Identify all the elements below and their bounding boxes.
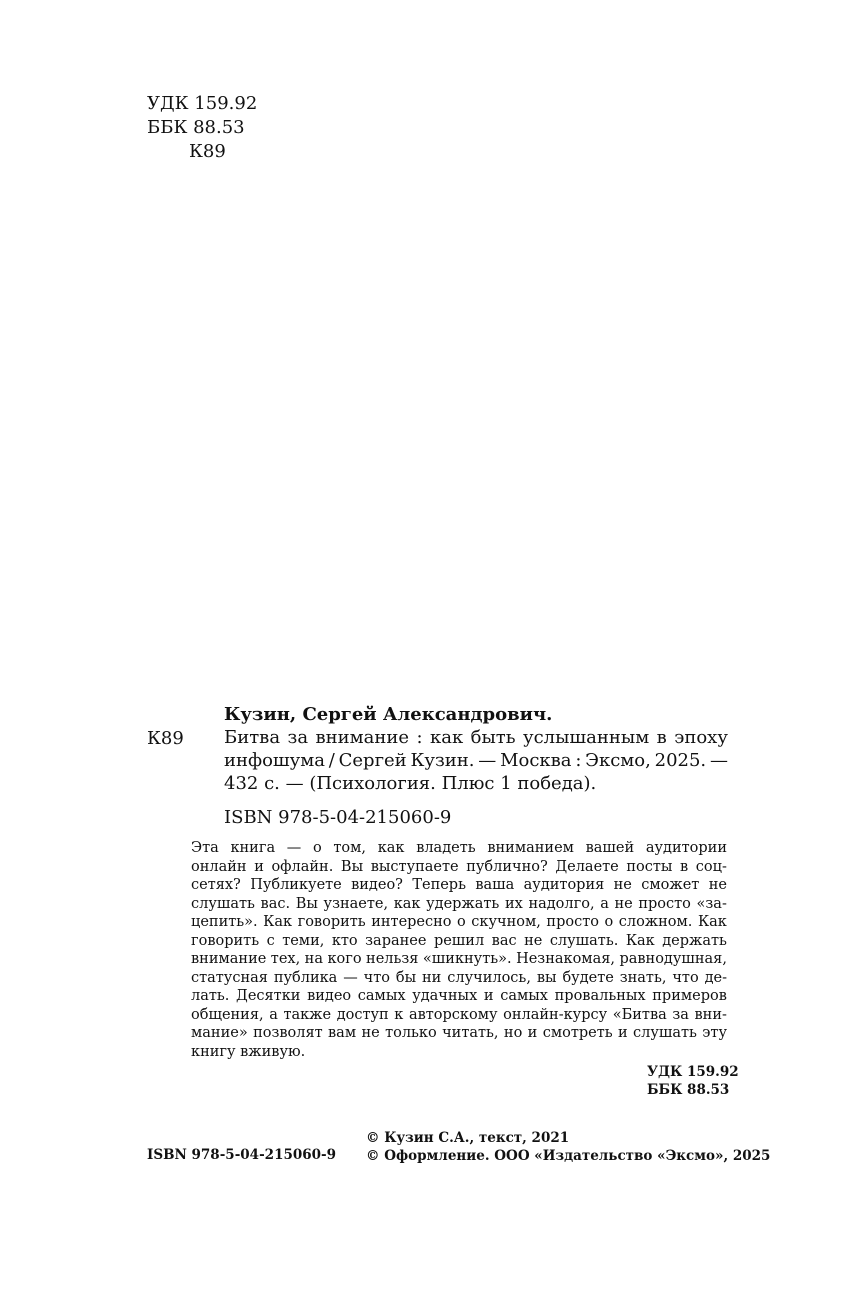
word: внимание	[315, 727, 410, 748]
word: эпоху	[674, 727, 728, 748]
word: вас	[491, 932, 517, 949]
word: скучном,	[471, 914, 541, 930]
bbk-code-top: ББК 88.53	[147, 117, 245, 138]
word: на	[304, 951, 323, 967]
word: надолго,	[528, 895, 595, 912]
copyright-text: © Кузин С.А., текст, 2021	[366, 1130, 570, 1146]
word: эту	[702, 1025, 727, 1041]
word: /	[328, 750, 335, 771]
annotation-line	[191, 858, 727, 877]
word: будете	[562, 969, 614, 986]
word: о	[457, 914, 466, 930]
word: Публикуете	[250, 877, 342, 893]
word: самых	[357, 988, 406, 1004]
word: вашей	[585, 840, 635, 856]
word: как	[393, 895, 421, 912]
word: слушать	[633, 1025, 697, 1041]
word: слушать	[191, 895, 255, 912]
word: вас.	[260, 895, 291, 912]
word: но	[503, 1025, 523, 1041]
word: ваша	[475, 877, 515, 893]
description-line	[224, 772, 728, 795]
word: что	[672, 969, 699, 986]
word: книга	[230, 840, 276, 856]
word: в	[680, 858, 689, 875]
word: провальных	[554, 988, 646, 1004]
bbk-code-bottom: ББК 88.53	[647, 1082, 730, 1098]
word: аудитории	[645, 840, 727, 856]
word: а	[600, 895, 609, 912]
word: не	[361, 1025, 380, 1041]
word: видео	[307, 988, 352, 1004]
word: читать,	[442, 1025, 499, 1041]
word: удачных	[412, 988, 478, 1004]
word: не	[614, 895, 633, 912]
annotation-line	[191, 839, 727, 858]
word: только	[385, 1025, 437, 1041]
word: видео?	[351, 877, 403, 893]
annotation-line	[191, 969, 727, 988]
word: не	[613, 877, 632, 893]
word: Теперь	[412, 877, 466, 893]
word: Как	[263, 914, 293, 930]
word: «Битва	[612, 1006, 667, 1023]
word: —	[343, 969, 358, 986]
word: быть	[470, 727, 516, 748]
word: :	[575, 750, 582, 771]
word: не	[708, 877, 727, 893]
word: вам	[328, 1025, 357, 1041]
word: самых	[500, 988, 548, 1004]
word: статусная	[191, 969, 268, 986]
word: —	[286, 840, 302, 856]
word: позволят	[253, 1025, 323, 1041]
word: вы	[536, 969, 557, 986]
word: примеров	[652, 988, 727, 1004]
word: просто	[546, 914, 599, 930]
word: офлайн.	[271, 858, 334, 875]
word: онлайн	[191, 858, 247, 875]
copyright-design: © Оформление. ООО «Издательство «Эксмо», 2025	[366, 1148, 771, 1164]
word: Как	[697, 914, 727, 930]
annotation-line	[191, 1024, 727, 1043]
word: Эксмо,	[585, 750, 651, 771]
word: общения,	[191, 1006, 264, 1023]
word: говорить	[191, 932, 260, 949]
description-line	[224, 749, 728, 772]
word: «за-	[696, 895, 727, 912]
word: и	[254, 858, 264, 875]
word: слушать.	[549, 932, 619, 949]
word: держать	[662, 932, 727, 949]
word: мание»	[191, 1025, 248, 1041]
word: лать.	[191, 988, 230, 1004]
word: соц-	[695, 858, 727, 875]
word: Москва	[500, 750, 572, 771]
word: Битва	[224, 727, 281, 748]
word: что	[363, 969, 390, 986]
udk-code-top: УДК 159.92	[147, 93, 258, 114]
annotation-line	[191, 1006, 727, 1025]
word: говорить	[297, 914, 366, 930]
word: Как	[625, 932, 655, 949]
word: и	[483, 988, 494, 1004]
word: Десятки	[236, 988, 301, 1004]
word: доступ	[336, 1006, 389, 1023]
word: онлайн-курсу	[503, 1006, 608, 1023]
word: их	[504, 895, 523, 912]
word: цепить».	[191, 914, 258, 930]
author-mark: К89	[147, 728, 184, 749]
word: выступаете	[370, 858, 459, 875]
word: «шикнуть».	[422, 951, 512, 967]
word: к	[394, 1006, 404, 1023]
word: с	[266, 932, 275, 949]
word: сможет	[641, 877, 700, 893]
isbn-footer: ISBN 978-5-04-215060-9	[147, 1147, 337, 1163]
word: решил	[433, 932, 485, 949]
word: смотреть	[542, 1025, 613, 1041]
word: также	[283, 1006, 332, 1023]
annotation	[191, 839, 727, 1061]
word: услышанным	[523, 727, 650, 748]
word: равнодушная,	[619, 951, 727, 967]
word: за	[672, 1006, 689, 1023]
word: 2025.	[654, 750, 707, 771]
word: Делаете	[555, 858, 619, 875]
word: за	[287, 727, 309, 748]
word: сложном.	[618, 914, 693, 930]
word: интересно	[371, 914, 452, 930]
word: ни	[422, 969, 442, 986]
word: Эта	[191, 840, 219, 856]
word: случилось,	[447, 969, 531, 986]
word: публично?	[466, 858, 548, 875]
word: в	[656, 727, 667, 748]
annotation-line	[191, 876, 727, 895]
word: Вы	[340, 858, 364, 875]
annotation-line	[191, 895, 727, 914]
word: —	[478, 750, 497, 771]
word: и	[527, 1025, 538, 1041]
word: а	[269, 1006, 278, 1023]
word: публика	[273, 969, 338, 986]
annotation-line	[191, 913, 727, 932]
word: аудитория	[523, 877, 605, 893]
word: нельзя	[366, 951, 419, 967]
word: 432 с. — (Психология. Плюс 1 победа).	[224, 773, 597, 794]
word: о	[604, 914, 614, 930]
word: —	[709, 750, 728, 771]
annotation-line	[191, 932, 727, 951]
author-mark-top: К89	[189, 141, 226, 162]
udk-code-bottom: УДК 159.92	[647, 1064, 739, 1080]
word: бы	[395, 969, 417, 986]
word: как	[377, 840, 405, 856]
word: книгу вживую.	[191, 1043, 306, 1060]
word: заранее	[365, 932, 427, 949]
word: тех,	[270, 951, 301, 967]
word: внимание	[191, 951, 267, 967]
word: вниманием	[487, 840, 574, 856]
word: Незнакомая,	[516, 951, 615, 967]
isbn-main: ISBN 978-5-04-215060-9	[224, 807, 452, 828]
description-line	[224, 726, 728, 749]
word: Кузин.	[410, 750, 475, 771]
word: теми,	[282, 932, 325, 949]
word: посты	[626, 858, 673, 875]
word: :	[416, 727, 423, 748]
word: кто	[331, 932, 358, 949]
word: владеть	[416, 840, 476, 856]
word: удержать	[426, 895, 500, 912]
annotation-line	[191, 987, 727, 1006]
word: инфошума	[224, 750, 325, 771]
word: сетях?	[191, 877, 241, 893]
word: кого	[327, 951, 362, 967]
annotation-line	[191, 950, 727, 969]
word: не	[524, 932, 543, 949]
word: и	[618, 1025, 628, 1041]
word: де-	[704, 969, 727, 986]
word: Вы	[295, 895, 318, 912]
word: вни-	[694, 1006, 727, 1023]
word: авторскому	[408, 1006, 498, 1023]
word: о	[312, 840, 322, 856]
bibliographic-description	[224, 726, 728, 795]
word: том,	[333, 840, 367, 856]
word: Сергей	[338, 750, 407, 771]
word: узнаете,	[323, 895, 389, 912]
author-heading: Кузин, Сергей Александрович.	[224, 704, 553, 725]
word: знать,	[619, 969, 667, 986]
annotation-line	[191, 1043, 727, 1062]
word: как	[429, 727, 464, 748]
word: просто	[638, 895, 691, 912]
